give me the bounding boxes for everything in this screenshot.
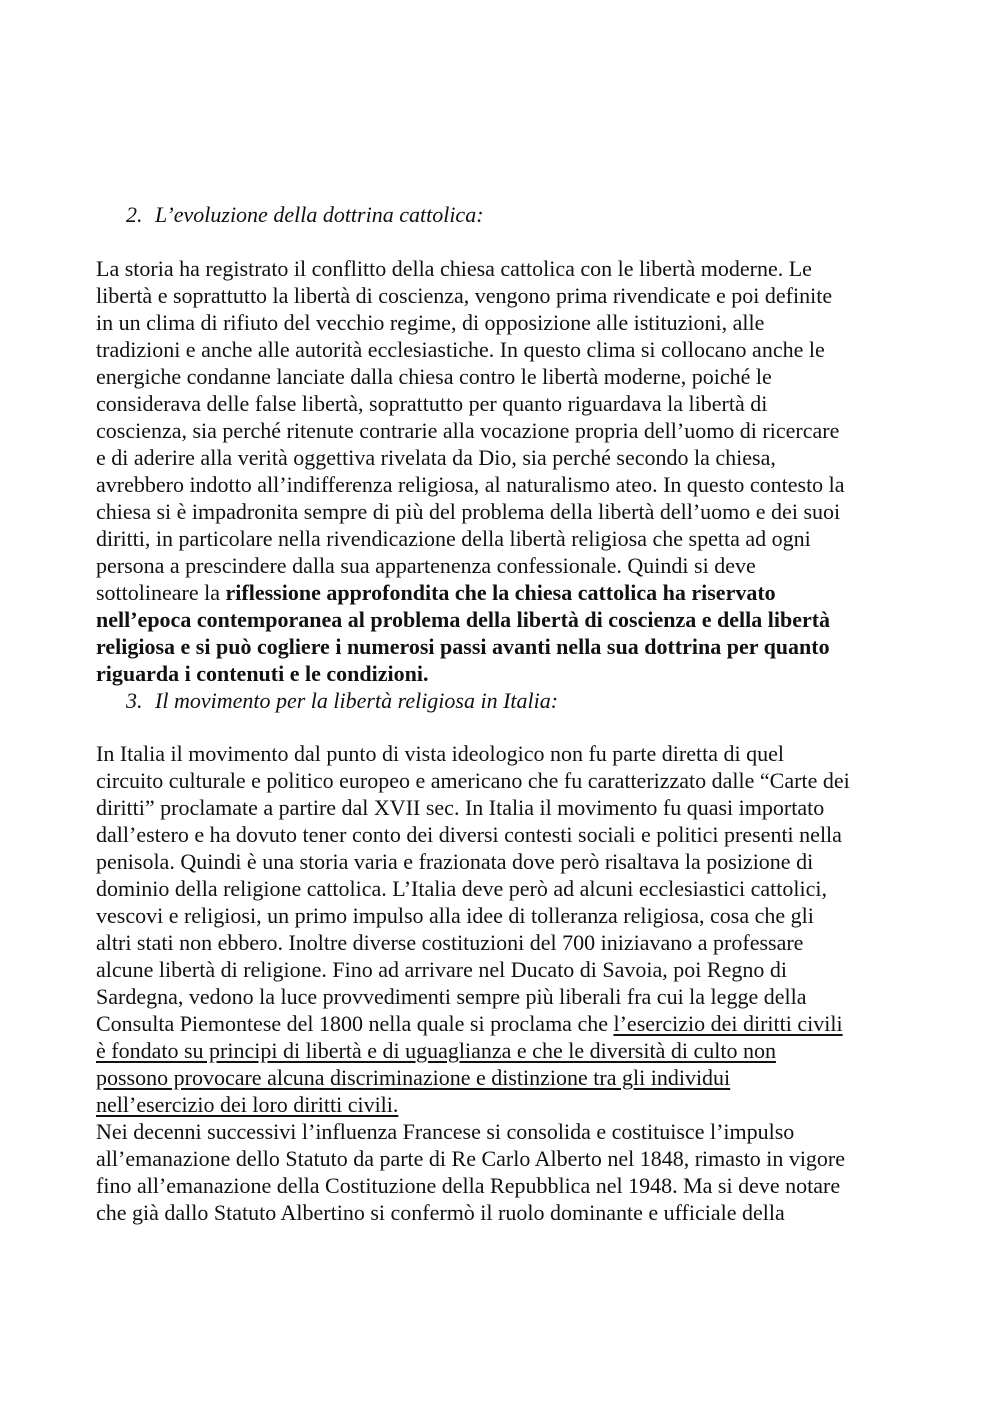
paragraph-line: diritti” proclamate a partire dal XVII sec. In Italia il movimento fu quasi importato [96, 795, 825, 820]
paragraph-line: e di aderire alla verità oggettiva rivelata da Dio, sia perché secondo la chiesa, [96, 445, 776, 470]
paragraph-line: La storia ha registrato il conflitto della chiesa cattolica con le libertà moderne. Le [96, 256, 812, 281]
paragraph-line: chiesa si è impadronita sempre di più del problema della libertà dell’uomo e dei suoi [96, 499, 841, 524]
underlined-line: è fondato su principi di libertà e di uguaglianza e che le diversità di culto non [96, 1038, 776, 1063]
paragraph-line: energiche condanne lanciate dalla chiesa contro le libertà moderne, poiché le [96, 364, 772, 389]
paragraph-line: alcune libertà di religione. Fino ad arrivare nel Ducato di Savoia, poi Regno di [96, 957, 787, 982]
paragraph-line: circuito culturale e politico europeo e americano che fu caratterizzato dalle “Carte dei [96, 768, 850, 793]
underlined-text: l’esercizio dei diritti civili [613, 1011, 843, 1036]
paragraph-line: penisola. Quindi è una storia varia e frazionata dove però risaltava la posizione di [96, 849, 814, 874]
paragraph-line: avrebbero indotto all’indifferenza religiosa, al naturalismo ateo. In questo contesto la [96, 472, 845, 497]
underlined-line: nell’esercizio dei loro diritti civili. [96, 1092, 399, 1117]
paragraph-line-mixed [96, 1010, 843, 1037]
section-3-title: Il movimento per la libertà religiosa in Italia: [155, 688, 559, 713]
paragraph-line: in un clima di rifiuto del vecchio regime, di opposizione alle istituzioni, alle [96, 310, 765, 335]
underlined-line: possono provocare alcuna discriminazione e distinzione tra gli individui [96, 1065, 731, 1090]
section-3-heading [126, 687, 906, 714]
plain-text: sottolineare la [96, 580, 226, 605]
bold-line: nell’epoca contemporanea al problema della libertà di coscienza e della libertà [96, 607, 831, 632]
paragraph-line: considerava delle false libertà, soprattutto per quanto riguardava la libertà di [96, 391, 768, 416]
bold-text: riflessione approfondita che la chiesa cattolica ha riservato [225, 580, 776, 605]
section-2-heading [126, 201, 906, 228]
paragraph-line: Nei decenni successivi l’influenza Francese si consolida e costituisce l’impulso [96, 1119, 795, 1144]
paragraph-line: libertà e soprattutto la libertà di coscienza, vengono prima rivendicate e poi definite [96, 283, 833, 308]
paragraph-line: tradizioni e anche alle autorità ecclesiastiche. In questo clima si collocano anche le [96, 337, 825, 362]
paragraph-line: che già dallo Statuto Albertino si confermò il ruolo dominante e ufficiale della [96, 1200, 785, 1225]
paragraph-line: dall’estero e ha dovuto tener conto dei diversi contesti sociali e politici presenti nella [96, 822, 842, 847]
paragraph-line: vescovi e religiosi, un primo impulso alla idee di tolleranza religiosa, cosa che gli [96, 903, 814, 928]
bold-line: riguarda i contenuti e le condizioni. [96, 661, 429, 686]
paragraph-line: persona a prescindere dalla sua appartenenza confessionale. Quindi si deve [96, 553, 756, 578]
paragraph-line: all’emanazione dello Statuto da parte di Re Carlo Alberto nel 1848, rimasto in vigore [96, 1146, 846, 1171]
paragraph-line: fino all’emanazione della Costituzione della Repubblica nel 1948. Ma si deve notare [96, 1173, 841, 1198]
plain-text: Consulta Piemontese del 1800 nella quale si proclama che [96, 1011, 614, 1036]
section-2-number: 2. [126, 202, 143, 227]
paragraph-line: dominio della religione cattolica. L’Italia deve però ad alcuni ecclesiastici cattolici, [96, 876, 827, 901]
bold-line: religiosa e si può cogliere i numerosi passi avanti nella sua dottrina per quanto [96, 634, 830, 659]
section-2-title: L’evoluzione della dottrina cattolica: [155, 202, 484, 227]
paragraph-line: In Italia il movimento dal punto di vista ideologico non fu parte diretta di quel [96, 741, 784, 766]
paragraph-line: Sardegna, vedono la luce provvedimenti sempre più liberali fra cui la legge della [96, 984, 807, 1009]
paragraph-line-mixed [96, 579, 776, 606]
paragraph-line: diritti, in particolare nella rivendicazione della libertà religiosa che spetta ad ogni [96, 526, 811, 551]
section-3-number: 3. [126, 688, 143, 713]
paragraph-line: coscienza, sia perché ritenute contrarie alla vocazione propria dell’uomo di ricercare [96, 418, 840, 443]
paragraph-line: altri stati non ebbero. Inoltre diverse costituzioni del 700 iniziavano a professare [96, 930, 804, 955]
